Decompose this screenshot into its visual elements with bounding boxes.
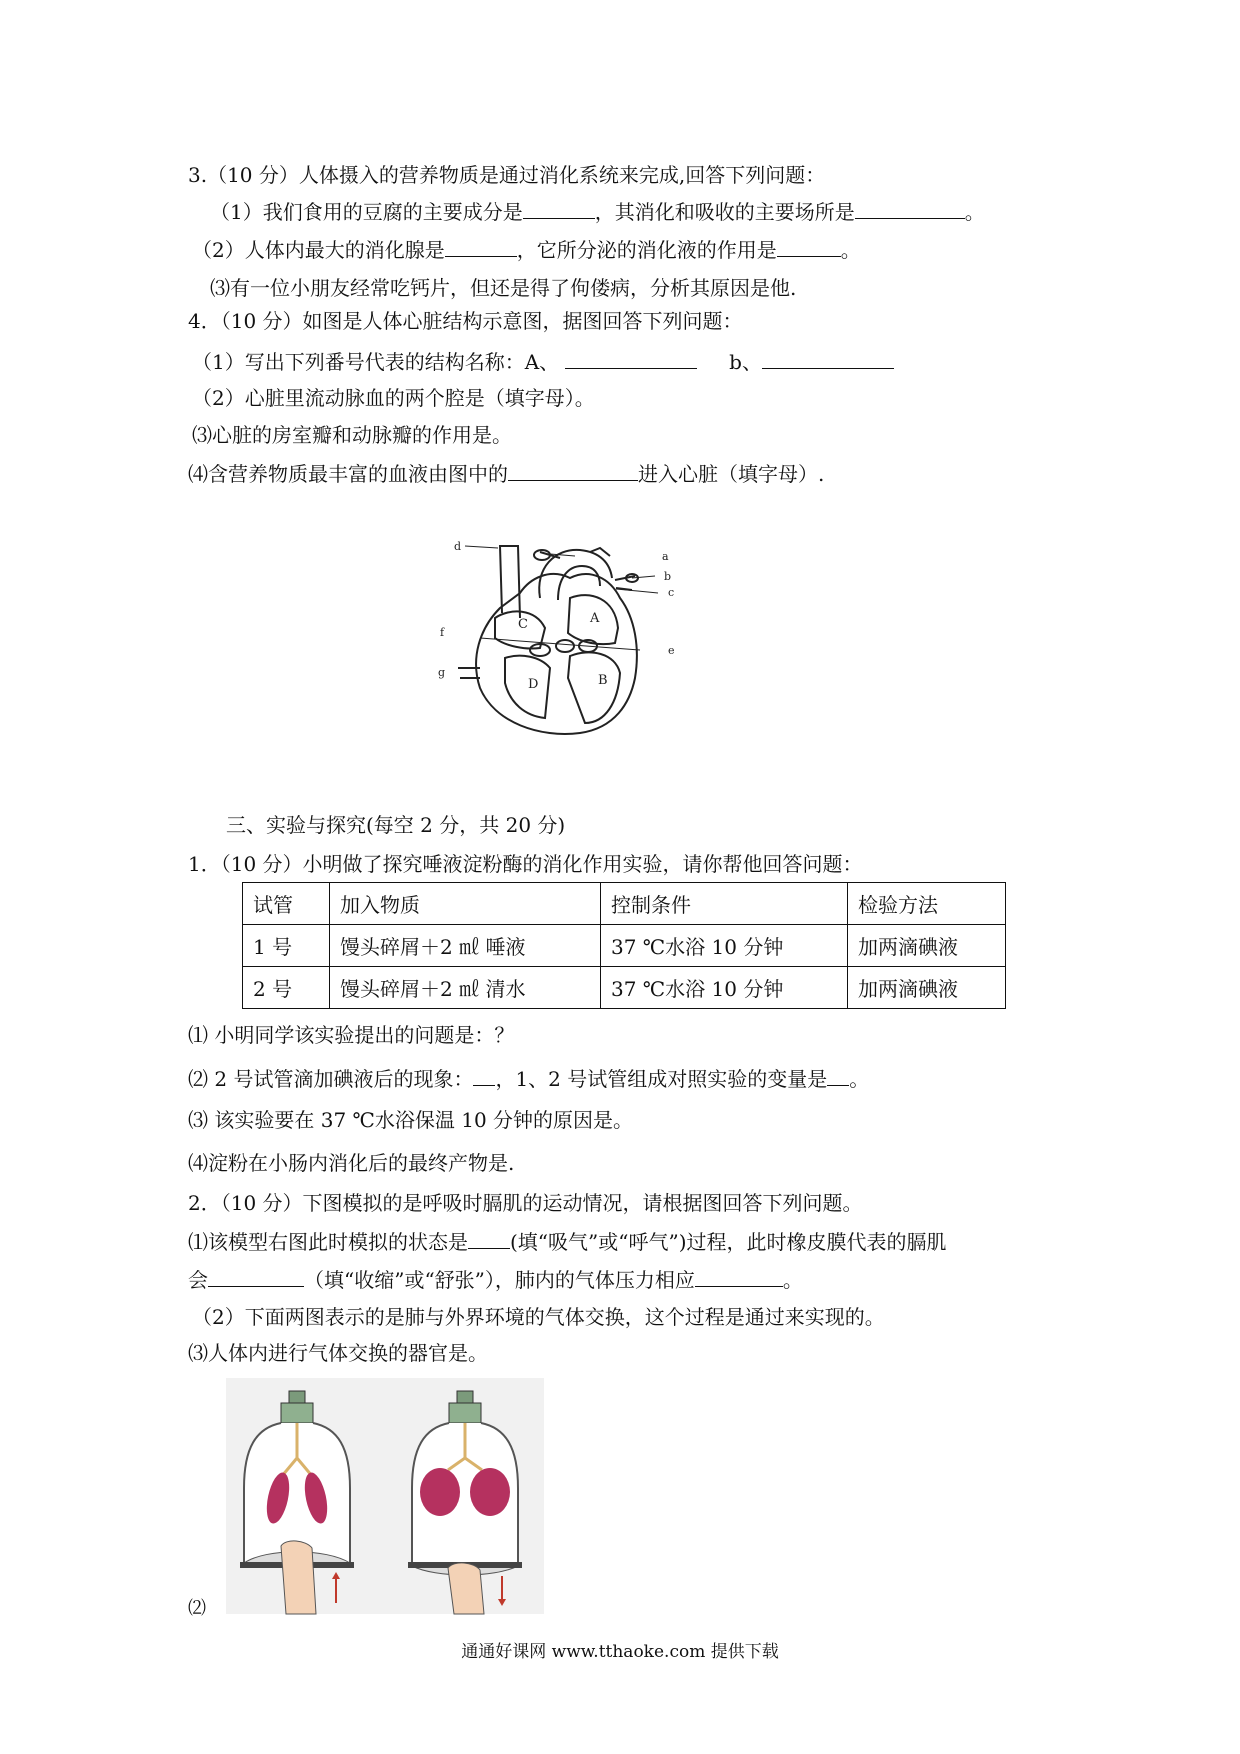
page-footer: 通通好课网 www.tthaoke.com 提供下载 bbox=[461, 1642, 779, 1662]
section3-heading: 三、实验与探究(每空 2 分，共 20 分) bbox=[226, 813, 566, 837]
heart-label-d: d bbox=[454, 540, 462, 553]
q4-stem: 4．（10 分）如图是人体心脏结构示意图，据图回答下列问题： bbox=[188, 309, 743, 333]
s3-q2-part1-line2 bbox=[188, 1266, 803, 1293]
s3-q1-part1: ⑴ 小明同学该实验提出的问题是：？ bbox=[188, 1023, 515, 1047]
heart-label-c-top: c bbox=[668, 586, 675, 599]
q4-p1-blank-1[interactable] bbox=[565, 348, 697, 369]
s3-q2-stem: 2．（10 分）下图模拟的是呼吸时膈肌的运动情况，请根据图回答下列问题。 bbox=[188, 1191, 863, 1215]
table-cell: 加两滴碘液 bbox=[848, 925, 1006, 967]
q3-part3: ⑶有一位小朋友经常吃钙片，但还是得了佝偻病，分析其原因是他. bbox=[210, 276, 797, 300]
q3-p2-text-b: ，它所分泌的消化液的作用是 bbox=[516, 238, 777, 262]
s3-q1-p2-text-a: ⑵ 2 号试管滴加碘液后的现象： bbox=[188, 1067, 474, 1091]
figure-label: ⑵ bbox=[188, 1598, 206, 1619]
experiment-table bbox=[242, 882, 1006, 1009]
table-row bbox=[243, 967, 1006, 1009]
table-cell: 37 ℃水浴 10 分钟 bbox=[601, 967, 848, 1009]
s3-q2-p1-text-d: （填“收缩”或“舒张”），肺内的气体压力相应 bbox=[304, 1268, 695, 1292]
heart-diagram bbox=[440, 538, 700, 738]
q4-p1-blank-2[interactable] bbox=[762, 348, 894, 369]
table-row bbox=[243, 925, 1006, 967]
s3-q1-part3: ⑶ 该实验要在 37 ℃水浴保温 10 分钟的原因是。 bbox=[188, 1108, 634, 1132]
q4-p4-text-b: 进入心脏（填字母）. bbox=[638, 462, 825, 486]
heart-label-g: g bbox=[438, 666, 446, 679]
heart-label-D: D bbox=[528, 677, 539, 692]
q3-p1-blank-1[interactable] bbox=[523, 198, 595, 219]
q3-p2-blank-2[interactable] bbox=[777, 236, 841, 257]
q4-part3: ⑶心脏的房室瓣和动脉瓣的作用是。 bbox=[192, 423, 512, 447]
table-header-row bbox=[243, 883, 1006, 925]
s3-q1-stem: 1．（10 分）小明做了探究唾液淀粉酶的消化作用实验，请你帮他回答问题： bbox=[188, 852, 863, 876]
q3-p1-text-c: 。 bbox=[964, 200, 985, 224]
q4-p4-text-a: ⑷含营养物质最丰富的血液由图中的 bbox=[188, 462, 508, 486]
heart-label-e: e bbox=[668, 644, 675, 657]
s3-q1-part4: ⑷淀粉在小肠内消化后的最终产物是. bbox=[188, 1151, 515, 1175]
q4-p4-blank[interactable] bbox=[508, 460, 638, 481]
q3-part1 bbox=[210, 198, 985, 225]
s3-q1-p2-blank-1[interactable] bbox=[473, 1065, 495, 1086]
s3-q1-part2 bbox=[188, 1065, 869, 1092]
s3-q2-p1-text-c: 会 bbox=[188, 1268, 208, 1292]
q3-p2-blank-1[interactable] bbox=[445, 236, 517, 257]
table-cell: 加两滴碘液 bbox=[848, 967, 1006, 1009]
table-cell: 馒头碎屑＋2 ㎖ 唾液 bbox=[330, 925, 601, 967]
s3-q2-p1-text-a: ⑴该模型右图此时模拟的状态是 bbox=[188, 1230, 468, 1254]
s3-q2-p1-blank-3[interactable] bbox=[695, 1266, 783, 1287]
q3-p2-text-c: 。 bbox=[840, 238, 861, 262]
q3-p2-text-a: （2）人体内最大的消化腺是 bbox=[192, 238, 445, 262]
s3-q2-part3: ⑶人体内进行气体交换的器官是。 bbox=[188, 1341, 488, 1365]
q4-part4 bbox=[188, 460, 824, 487]
q4-p1-text-b: b、 bbox=[729, 350, 762, 374]
heart-label-a: a bbox=[662, 550, 669, 563]
heart-label-C: C bbox=[518, 617, 528, 632]
heart-label-f: f bbox=[440, 626, 445, 639]
heart-label-B: B bbox=[598, 673, 608, 688]
q3-p1-blank-2[interactable] bbox=[855, 198, 965, 219]
s3-q1-p2-text-c: 。 bbox=[849, 1067, 870, 1091]
table-header-cell: 控制条件 bbox=[601, 883, 848, 925]
table-cell: 馒头碎屑＋2 ㎖ 清水 bbox=[330, 967, 601, 1009]
s3-q2-part2: （2）下面两图表示的是肺与外界环境的气体交换，这个过程是通过来实现的。 bbox=[192, 1305, 885, 1329]
s3-q2-part1-line1 bbox=[188, 1228, 947, 1255]
q3-p1-text-b: ，其消化和吸收的主要场所是 bbox=[594, 200, 855, 224]
heart-label-b: b bbox=[664, 570, 672, 583]
table-header-cell: 加入物质 bbox=[330, 883, 601, 925]
table-header-cell: 试管 bbox=[243, 883, 330, 925]
s3-q2-p1-blank-2[interactable] bbox=[208, 1266, 304, 1287]
table-header-cell: 检验方法 bbox=[848, 883, 1006, 925]
s3-q2-p1-text-b: (填“吸气”或“呼气”)过程，此时橡皮膜代表的膈肌 bbox=[510, 1230, 947, 1254]
q4-p1-text-a: （1）写出下列番号代表的结构名称：A、 bbox=[192, 350, 560, 374]
breathing-model-figure bbox=[226, 1378, 544, 1614]
s3-q1-p2-text-b: ，1、2 号试管组成对照实验的变量是 bbox=[495, 1067, 828, 1091]
heart-label-A: A bbox=[590, 611, 600, 626]
s3-q2-p1-text-e: 。 bbox=[782, 1268, 803, 1292]
s3-q1-p2-blank-2[interactable] bbox=[827, 1065, 849, 1086]
s3-q2-p1-blank-1[interactable] bbox=[468, 1228, 510, 1249]
q3-part2 bbox=[192, 236, 861, 263]
q3-p1-text-a: （1）我们食用的豆腐的主要成分是 bbox=[210, 200, 523, 224]
table-cell: 37 ℃水浴 10 分钟 bbox=[601, 925, 848, 967]
q4-part1 bbox=[192, 348, 894, 375]
q4-part2: （2）心脏里流动脉血的两个腔是（填字母）。 bbox=[192, 386, 595, 410]
q3-stem: 3.（10 分）人体摄入的营养物质是通过消化系统来完成,回答下列问题： bbox=[188, 163, 826, 187]
table-cell: 1 号 bbox=[243, 925, 330, 967]
table-cell: 2 号 bbox=[243, 967, 330, 1009]
